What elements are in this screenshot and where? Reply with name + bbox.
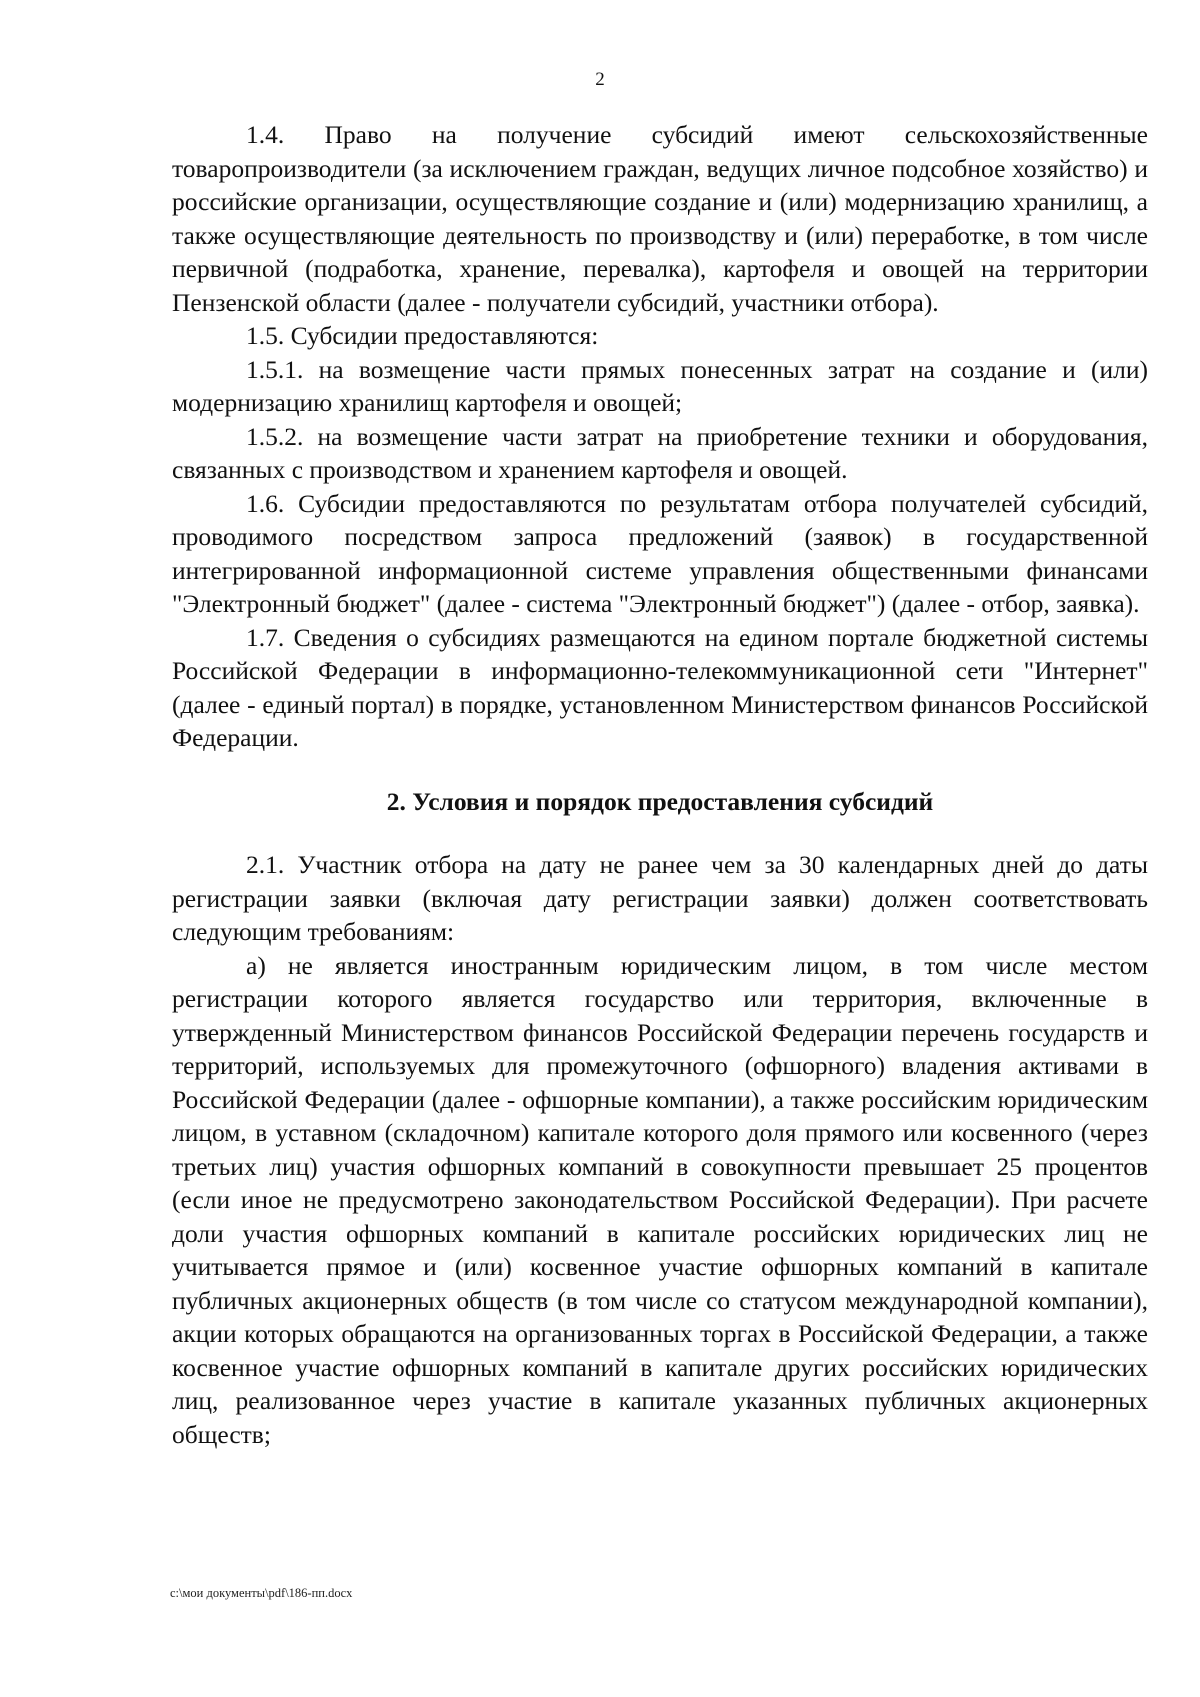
paragraph-1-5: 1.5. Субсидии предоставляются:: [246, 321, 599, 350]
paragraph-1-5-1: 1.5.1. на возмещение части прямых понесенных затрат на создание и (или) модернизацию хранилищ картофеля и овощей;: [172, 354, 1148, 417]
paragraph-1-6: 1.6. Субсидии предоставляются по результатам отбора получателей субсидий, проводимого посредством запроса предложений (заявок) в государственной интегрированной информационной системе управления общественными финансами "Электронный бюджет" (далее - система "Электронный бюджет") (далее - отбор, заявка).: [172, 488, 1148, 618]
document-body: [172, 118, 1148, 1451]
paragraph-2-1-a: а) не является иностранным юридическим лицом, в том числе местом регистрации которого является государство или территория, включенные в утвержденный Министерством финансов Российской Федерации перечень государств и территорий, используемых для промежуточного (офшорного) владения активами в Российской Федерации (далее - офшорные компании), а также российским юридическим лицом, в уставном (складочном) капитале которого доля прямого или косвенного (через третьих лиц) участия офшорных компаний в совокупности превышает 25 процентов (если иное не предусмотрено законодательством Российской Федерации). При расчете доли участия офшорных компаний в капитале российских юридических лиц не учитывается прямое и (или) косвенное участие офшорных компаний в капитале публичных акционерных обществ (в том числе со статусом международной компании), акции которых обращаются на организованных торгах в Российской Федерации, а также косвенное участие офшорных компаний в капитале других российских юридических лиц, реализованное через участие в капитале указанных публичных акционерных обществ;: [172, 950, 1148, 1449]
section-2-heading: 2. Условия и порядок предоставления субсидий: [386, 786, 934, 816]
paragraph-2-1: 2.1. Участник отбора на дату не ранее чем за 30 календарных дней до даты регистрации заявки (включая дату регистрации заявки) должен соответствовать следующим требованиям:: [172, 850, 1148, 946]
footer-file-path: c:\мои документы\pdf\186-пп.docx: [170, 1586, 353, 1600]
paragraph-1-7: 1.7. Сведения о субсидиях размещаются на едином портале бюджетной системы Российской Федерации в информационно-телекоммуникационной сети "Интернет" (далее - единый портал) в порядке, установленном Министерством финансов Российской Федерации.: [172, 622, 1148, 752]
page-number: 2: [595, 69, 605, 90]
paragraph-1-5-2: 1.5.2. на возмещение части затрат на приобретение техники и оборудования, связанных с производством и хранением картофеля и овощей.: [172, 421, 1148, 484]
paragraph-1-4: 1.4. Право на получение субсидий имеют сельскохозяйственные товаропроизводители (за исключением граждан, ведущих личное подсобное хозяйство) и российские организации, осуществляющие создание и (или) модернизацию хранилищ, а также осуществляющие деятельность по производству и (или) переработке, в том числе первичной (подработка, хранение, перевалка), картофеля и овощей на территории Пензенской области (далее - получатели субсидий, участники отбора).: [172, 120, 1148, 317]
